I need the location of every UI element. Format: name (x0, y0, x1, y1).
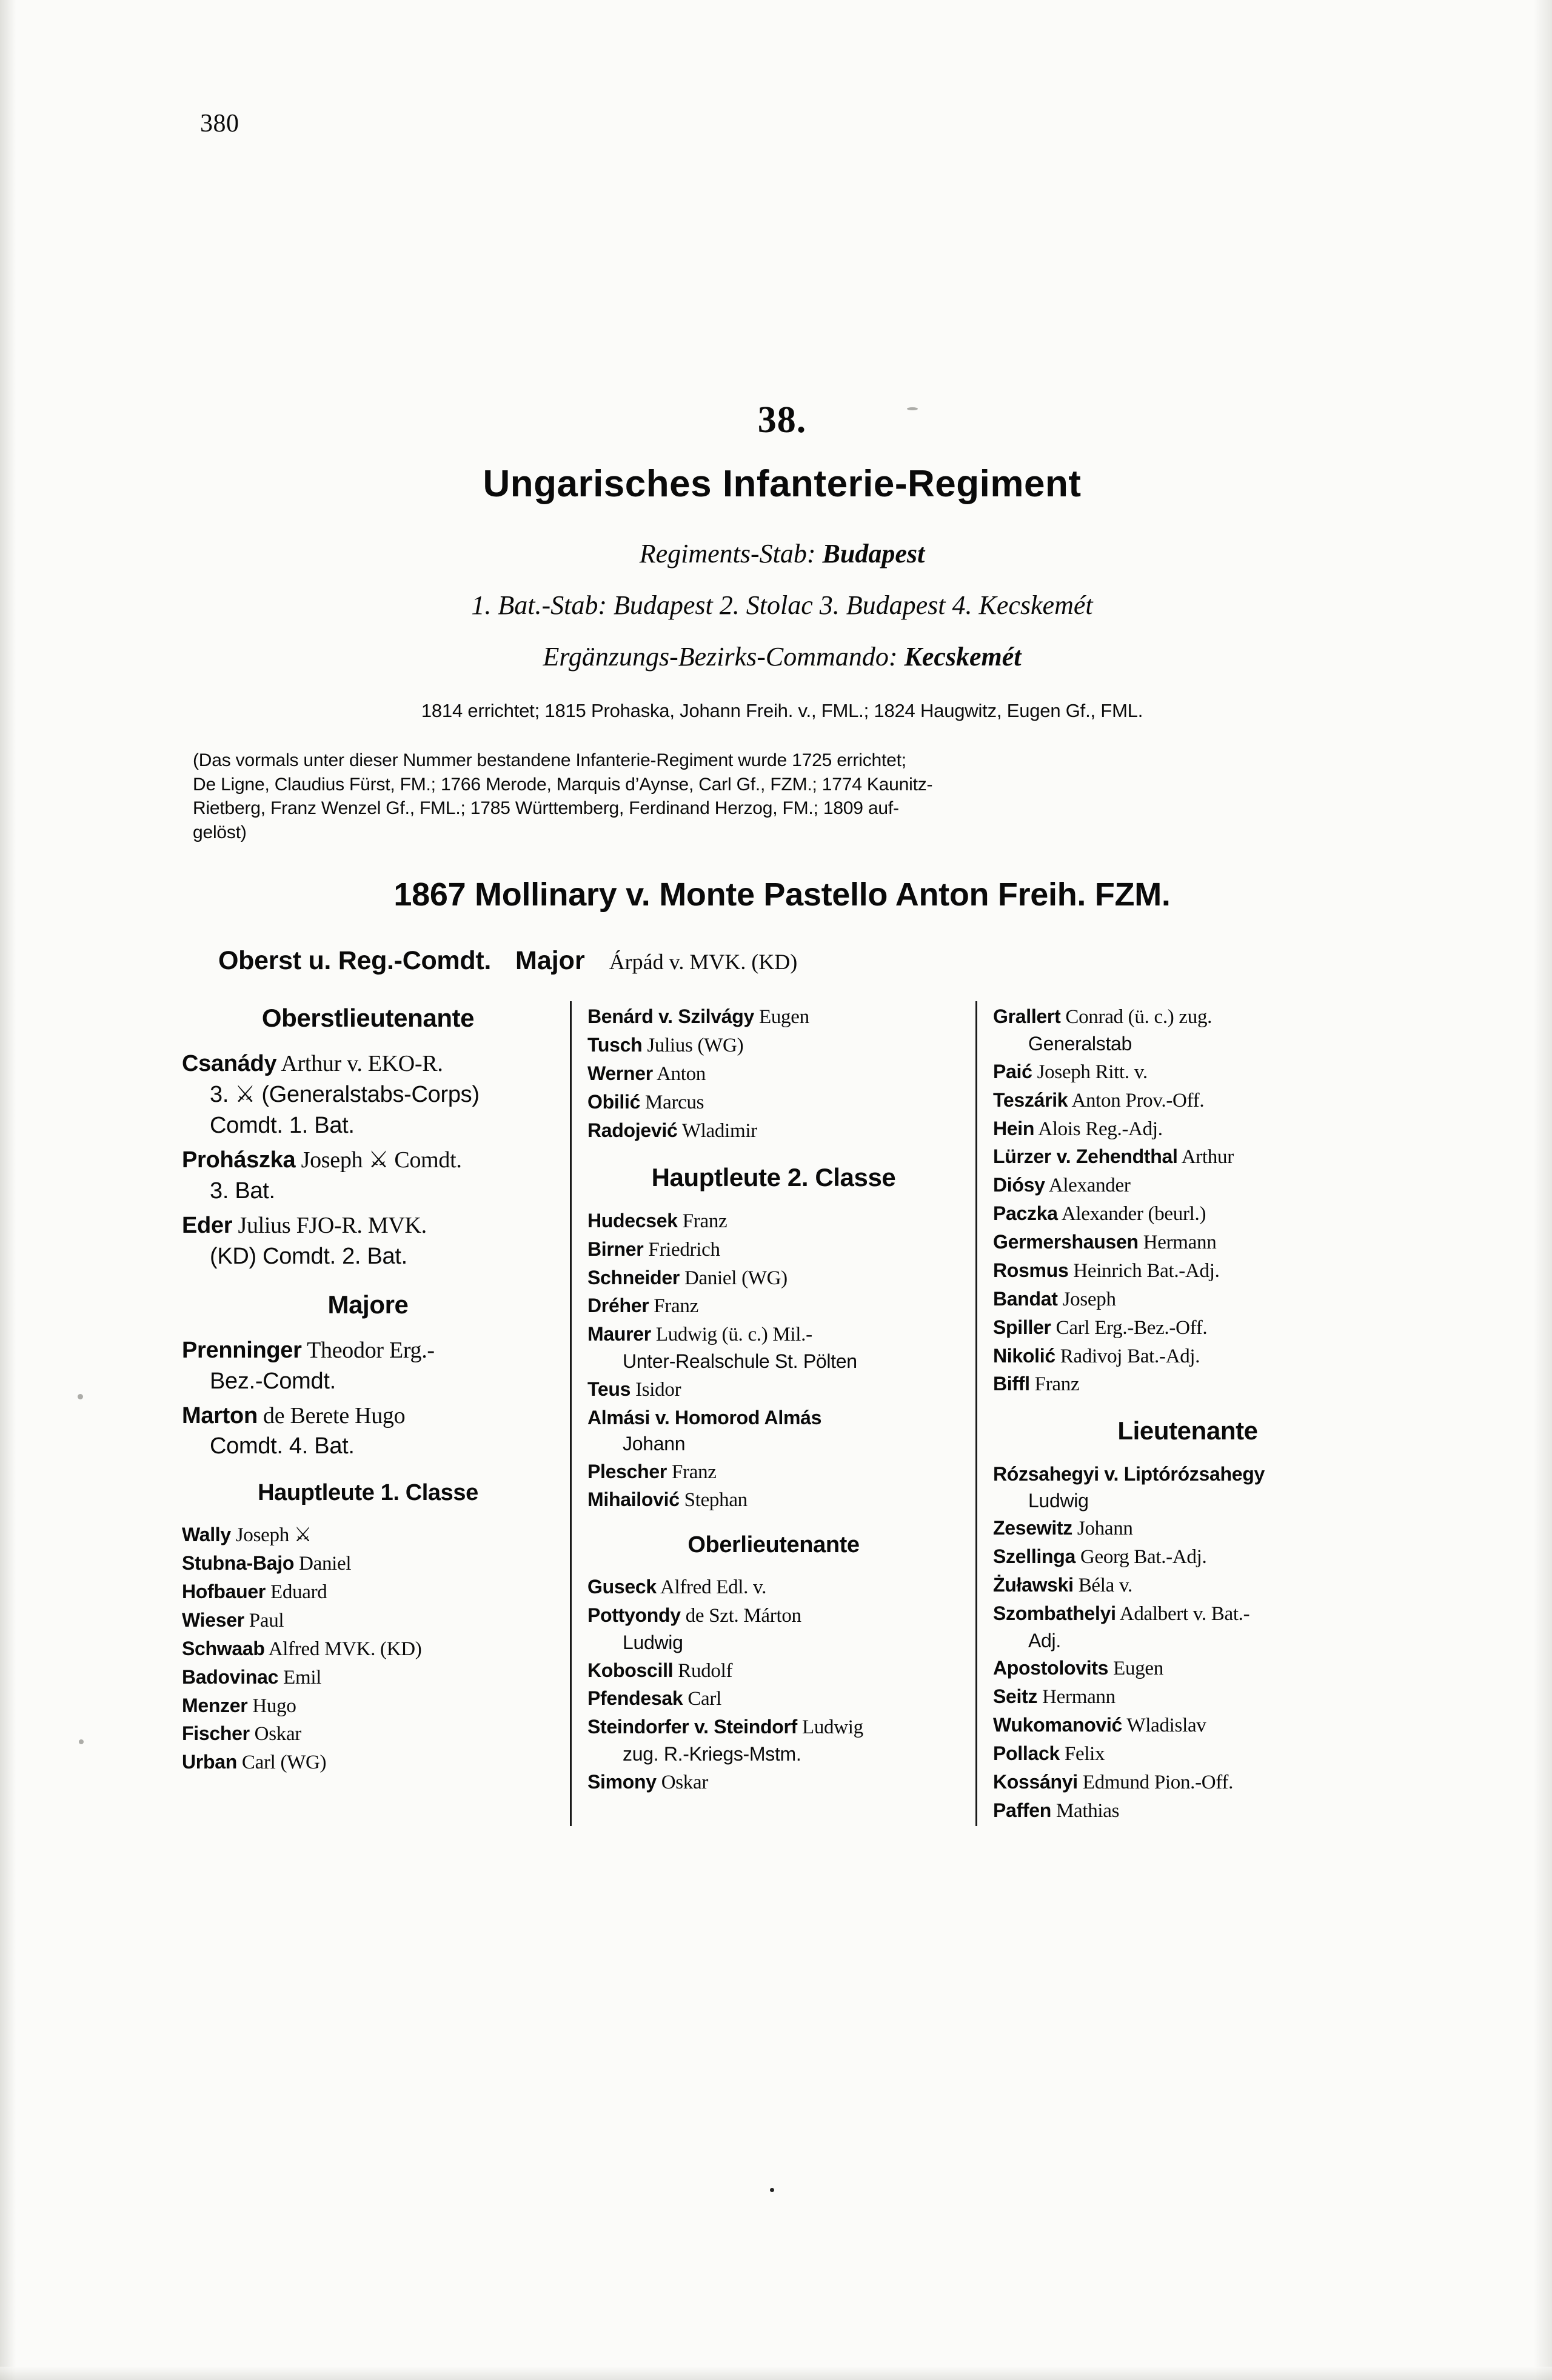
roster-detail: Heinrich Bat.-Adj. (1068, 1259, 1220, 1282)
roster-surname: Werner (587, 1062, 653, 1085)
roster-detail: Joseph Ritt. v. (1032, 1061, 1148, 1083)
roster-detail: Emil (278, 1666, 322, 1688)
roster-entry (182, 1607, 554, 1635)
roster-detail: Hermann (1037, 1686, 1116, 1708)
roster-entry (182, 1550, 554, 1578)
roster-detail: Joseph ⚔ (230, 1524, 312, 1547)
roster-entry (993, 1655, 1382, 1682)
regiment-header (182, 399, 1382, 913)
roster-surname: Birner (587, 1238, 644, 1260)
commander-row (218, 946, 1382, 976)
roster-surname: Maurer (587, 1323, 651, 1345)
roster-detail: Theodor Erg.- (301, 1337, 435, 1363)
roster-detail-continued: Comdt. 1. Bat. (210, 1113, 355, 1139)
roster-detail: Béla v. (1073, 1575, 1132, 1597)
roster-detail: Ludwig (ü. c.) Mil.- (651, 1324, 812, 1346)
roster-entry (993, 1258, 1382, 1285)
roster-entry (182, 1749, 554, 1776)
roster-entry (182, 1522, 554, 1549)
roster-entry (182, 1721, 554, 1748)
list-hauptleute-1 (182, 1522, 554, 1776)
column-right (977, 1001, 1382, 1825)
roster-detail: Alois Reg.-Adj. (1034, 1118, 1163, 1140)
roster-surname: Plescher (587, 1460, 667, 1482)
roster-detail: Julius (WG) (642, 1035, 744, 1057)
scan-speck (78, 1394, 83, 1399)
roster-detail: Oskar (249, 1723, 301, 1745)
roster-surname: Rózsahegyi v. Liptórózsahegy (993, 1463, 1265, 1485)
roster-detail: Isidor (630, 1378, 681, 1401)
roster-detail-continued: Johann (623, 1433, 686, 1455)
roster-surname: Marton (182, 1402, 258, 1428)
three-column-roster (182, 1001, 1382, 1825)
roster-entry (587, 1293, 960, 1320)
roster-entry (587, 1118, 960, 1145)
roster-detail: Franz (1029, 1373, 1080, 1396)
roster-entry (587, 1004, 960, 1031)
roster-entry (993, 1343, 1382, 1370)
roster-detail: Daniel (WG) (680, 1267, 788, 1289)
roster-detail: Joseph ⚔ Comdt. (295, 1147, 462, 1173)
regiment-history-note (193, 748, 1371, 844)
roster-detail-continued: 3. Bat. (210, 1178, 275, 1204)
regiments-stab-label: Regiments-Stab: (639, 539, 816, 568)
commander-label: Oberst u. Reg.-Comdt. (218, 946, 491, 976)
roster-detail: Carl (WG) (236, 1752, 327, 1774)
roster-entry (993, 1461, 1382, 1514)
list-hauptleute-2 (587, 1208, 960, 1515)
column-middle (570, 1001, 977, 1825)
section-heading-majore: Majore (327, 1290, 409, 1319)
roster-detail: Johann (1072, 1518, 1133, 1540)
roster-surname: Wukomanović (993, 1714, 1123, 1736)
folio-number: 380 (200, 110, 239, 138)
roster-surname: Prohászka (182, 1147, 296, 1173)
section-heading-oberstlieutenante: Oberstlieutenante (261, 1004, 475, 1033)
roster-surname: Stubna-Bajo (182, 1552, 295, 1575)
roster-entry (993, 1201, 1382, 1228)
roster-detail: Radivoj Bat.-Adj. (1055, 1345, 1200, 1367)
roster-entry (993, 1741, 1382, 1768)
roster-entry (993, 1798, 1382, 1825)
roster-entry (993, 1286, 1382, 1313)
roster-detail: Eduard (266, 1581, 327, 1604)
roster-entry (182, 1401, 554, 1462)
roster-surname: Pfendesak (587, 1687, 683, 1710)
section-heading-oberlieutenante: Oberlieutenante (687, 1532, 860, 1558)
roster-entry (587, 1405, 960, 1458)
roster-surname: Wally (182, 1524, 231, 1546)
roster-surname: Biffl (993, 1373, 1030, 1395)
list-oberlieutenante-continued (993, 1004, 1382, 1398)
roster-surname: Urban (182, 1751, 237, 1773)
roster-entry (587, 1459, 960, 1486)
roster-surname: Radojević (587, 1119, 678, 1141)
roster-detail: de Berete Hugo (257, 1402, 406, 1428)
roster-detail: Arthur (1177, 1146, 1234, 1168)
roster-detail: Alfred Edl. v. (656, 1576, 767, 1599)
roster-surname: Teus (587, 1378, 631, 1400)
roster-detail: Anton Prov.-Off. (1068, 1089, 1205, 1112)
roster-detail: Franz (677, 1210, 728, 1232)
section-heading-hauptleute-2: Hauptleute 2. Classe (651, 1162, 896, 1192)
roster-entry (993, 1544, 1382, 1571)
roster-detail: Ludwig (797, 1716, 863, 1739)
roster-surname: Lürzer v. Zehendthal (993, 1145, 1178, 1168)
section-heading-hauptleute-1: Hauptleute 1. Classe (258, 1480, 478, 1506)
roster-detail: Mathias (1051, 1799, 1120, 1822)
roster-detail: Friedrich (643, 1238, 720, 1261)
roster-entry (182, 1579, 554, 1606)
roster-entry (182, 1048, 554, 1141)
roster-detail-continued: Bez.-Comdt. (210, 1368, 336, 1394)
roster-surname: Diósy (993, 1174, 1045, 1196)
roster-surname: Bandat (993, 1287, 1058, 1310)
regiments-stab-place: Budapest (822, 539, 925, 568)
roster-detail: de Szt. Márton (680, 1605, 801, 1627)
roster-detail-continued: zug. R.-Kriegs-Mstm. (623, 1743, 801, 1765)
erganzungs-place: Kecskemét (904, 642, 1022, 672)
roster-entry (993, 1144, 1382, 1171)
roster-surname: Koboscill (587, 1659, 674, 1681)
roster-detail: Joseph (1057, 1288, 1116, 1310)
roster-detail: Alfred MVK. (KD) (264, 1638, 422, 1660)
roster-detail: Carl Erg.-Bez.-Off. (1051, 1316, 1208, 1339)
roster-entry (587, 1714, 960, 1767)
scan-edge-right (1534, 0, 1552, 2380)
roster-entry (993, 1087, 1382, 1115)
regiment-title: Ungarisches Infanterie-Regiment (483, 463, 1082, 505)
scan-speck (79, 1739, 84, 1744)
roster-detail: Anton (652, 1063, 706, 1085)
list-hauptleute-1-continued (587, 1004, 960, 1144)
roster-entry (587, 1061, 960, 1088)
roster-detail: Georg Bat.-Adj. (1075, 1546, 1207, 1568)
roster-detail: Adalbert v. Bat.- (1116, 1602, 1250, 1625)
regiments-stab-line (182, 538, 1382, 569)
roster-surname: Wieser (182, 1608, 244, 1631)
roster-detail: Franz (667, 1461, 717, 1483)
roster-surname: Apostolovits (993, 1657, 1109, 1679)
roster-detail: Arthur v. EKO-R. (276, 1051, 443, 1077)
regiment-number: 38. (757, 399, 807, 441)
roster-surname: Paffen (993, 1799, 1051, 1821)
roster-surname: Benárd v. Szilvágy (587, 1005, 755, 1028)
roster-surname: Kossányi (993, 1770, 1078, 1793)
roster-surname: Obilić (587, 1091, 641, 1113)
roster-surname: Schneider (587, 1266, 680, 1288)
roster-surname: Paczka (993, 1202, 1058, 1225)
roster-detail: Rudolf (673, 1659, 733, 1682)
roster-entry (993, 1371, 1382, 1398)
erganzungs-bezirks-line (182, 641, 1382, 672)
roster-surname: Dréher (587, 1295, 649, 1317)
battalion-stab-line: 1. Bat.-Stab: Budapest 2. Stolac 3. Budapest 4. Kecskemét (471, 590, 1093, 620)
roster-entry (587, 1265, 960, 1292)
roster-entry (993, 1769, 1382, 1796)
roster-surname: Badovinac (182, 1665, 279, 1688)
scan-edge-left (0, 0, 16, 2380)
roster-entry (182, 1693, 554, 1720)
roster-detail: Eugen (1108, 1658, 1163, 1680)
scan-edge-bottom (0, 2367, 1552, 2380)
roster-entry (993, 1172, 1382, 1199)
roster-surname: Germershausen (993, 1231, 1139, 1253)
roster-surname: Mihailović (587, 1488, 680, 1511)
roster-surname: Rosmus (993, 1259, 1069, 1281)
roster-detail: Hugo (247, 1695, 296, 1717)
roster-surname: Żuławski (993, 1574, 1074, 1596)
roster-entry (182, 1210, 554, 1272)
roster-entry (993, 1229, 1382, 1256)
roster-surname: Szellinga (993, 1545, 1076, 1568)
section-heading-lieutenante: Lieutenante (1117, 1416, 1258, 1445)
roster-entry (182, 1145, 554, 1207)
roster-entry (587, 1321, 960, 1375)
roster-detail-continued: 3. ⚔ (Generalstabs-Corps) (210, 1082, 480, 1108)
roster-surname: Spiller (993, 1316, 1051, 1338)
roster-surname: Pottyondy (587, 1604, 681, 1627)
roster-surname: Fischer (182, 1722, 250, 1745)
roster-entry (993, 1315, 1382, 1342)
scan-speck (770, 2188, 774, 2192)
list-oberlieutenante (587, 1574, 960, 1796)
roster-detail: Franz (649, 1295, 698, 1318)
history-note-line: (Das vormals unter dieser Nummer bestandene Infanterie-Regiment wurde 1725 errichtet; (193, 750, 906, 770)
history-note-line: De Ligne, Claudius Fürst, FM.; 1766 Merode, Marquis d’Aynse, Carl Gf., FZM.; 1774 Kaunitz- (193, 774, 933, 795)
history-note-line: gelöst) (193, 822, 247, 842)
roster-surname: Nikolić (993, 1344, 1055, 1367)
roster-detail: Julius FJO-R. MVK. (232, 1212, 427, 1238)
roster-entry (993, 1684, 1382, 1711)
roster-detail-continued: Unter-Realschule St. Pölten (623, 1350, 857, 1373)
roster-surname: Schwaab (182, 1637, 265, 1659)
roster-detail: Conrad (ü. c.) zug. (1060, 1006, 1212, 1028)
roster-surname: Grallert (993, 1005, 1061, 1028)
roster-detail-continued: Ludwig (623, 1632, 683, 1654)
roster-entry (587, 1769, 960, 1796)
roster-detail: Hermann (1138, 1232, 1217, 1254)
roster-surname: Tusch (587, 1034, 643, 1056)
roster-surname: Steindorfer v. Steindorf (587, 1716, 798, 1738)
roster-detail: Carl (683, 1688, 721, 1710)
roster-surname: Hein (993, 1117, 1035, 1139)
roster-detail: Stephan (679, 1489, 748, 1512)
roster-detail: Wladimir (677, 1119, 757, 1142)
roster-entry (993, 1515, 1382, 1542)
roster-surname: Guseck (587, 1576, 657, 1598)
roster-surname: Menzer (182, 1694, 248, 1716)
roster-surname: Prenninger (182, 1337, 302, 1363)
roster-detail: Marcus (640, 1092, 704, 1113)
roster-entry (993, 1601, 1382, 1654)
roster-surname: Hudecsek (587, 1209, 678, 1232)
roster-entry (993, 1004, 1382, 1057)
roster-entry (587, 1089, 960, 1116)
roster-surname: Eder (182, 1212, 233, 1238)
list-oberstlieutenante (182, 1048, 554, 1272)
roster-detail-continued: (KD) Comdt. 2. Bat. (210, 1243, 407, 1269)
roster-surname: Csanády (182, 1051, 277, 1077)
roster-entry (993, 1572, 1382, 1599)
roster-entry (182, 1335, 554, 1397)
column-left (182, 1001, 570, 1825)
roster-surname: Hofbauer (182, 1581, 266, 1603)
roster-entry (182, 1636, 554, 1663)
roster-detail-continued: Comdt. 4. Bat. (210, 1433, 355, 1459)
roster-entry (587, 1685, 960, 1713)
roster-detail-continued: Generalstab (1028, 1033, 1132, 1055)
roster-entry (587, 1236, 960, 1264)
roster-surname: Teszárik (993, 1088, 1068, 1111)
commander-name: Árpád v. MVK. (KD) (609, 950, 798, 975)
roster-entry (587, 1032, 960, 1059)
roster-detail: Alexander (beurl.) (1057, 1203, 1206, 1225)
roster-surname: Pollack (993, 1742, 1060, 1764)
history-note-line: Rietberg, Franz Wenzel Gf., FML.; 1785 Württemberg, Ferdinand Herzog, FM.; 1809 auf- (193, 798, 899, 819)
regiment-inhaber: 1867 Mollinary v. Monte Pastello Anton Freih. FZM. (393, 876, 1171, 913)
list-lieutenante (993, 1461, 1382, 1824)
roster-surname: Szombathelyi (993, 1602, 1116, 1624)
roster-entry (587, 1658, 960, 1685)
roster-detail: Oskar (656, 1771, 709, 1793)
roster-detail: Alexander (1045, 1175, 1131, 1197)
roster-surname: Zesewitz (993, 1517, 1072, 1539)
roster-detail: Edmund Pion.-Off. (1077, 1771, 1234, 1793)
roster-entry (587, 1487, 960, 1514)
roster-detail-continued: Ludwig (1028, 1489, 1089, 1512)
roster-entry (587, 1602, 960, 1656)
commander-rank: Major (515, 946, 585, 976)
roster-entry (993, 1059, 1382, 1086)
roster-entry (587, 1208, 960, 1235)
roster-entry (587, 1574, 960, 1601)
roster-entry (993, 1116, 1382, 1143)
roster-surname: Almási v. Homorod Almás (587, 1406, 822, 1428)
page-content (182, 109, 1382, 1826)
erganzungs-label: Ergänzungs-Bezirks-Commando: (543, 642, 898, 672)
list-majore (182, 1335, 554, 1462)
roster-entry (587, 1376, 960, 1404)
roster-detail: Daniel (294, 1553, 352, 1575)
roster-surname: Seitz (993, 1685, 1038, 1708)
roster-detail: Felix (1059, 1742, 1105, 1765)
roster-detail: Paul (244, 1609, 284, 1632)
regiment-history-line: 1814 errichtet; 1815 Prohaska, Johann Freih. v., FML.; 1824 Haugwitz, Eugen Gf., FML. (421, 700, 1143, 721)
roster-detail-continued: Adj. (1028, 1629, 1061, 1652)
roster-detail: Wladislav (1122, 1715, 1206, 1737)
roster-detail: Eugen (754, 1006, 809, 1028)
roster-surname: Simony (587, 1770, 657, 1793)
roster-entry (993, 1712, 1382, 1739)
roster-entry (182, 1664, 554, 1692)
roster-surname: Paić (993, 1060, 1032, 1082)
